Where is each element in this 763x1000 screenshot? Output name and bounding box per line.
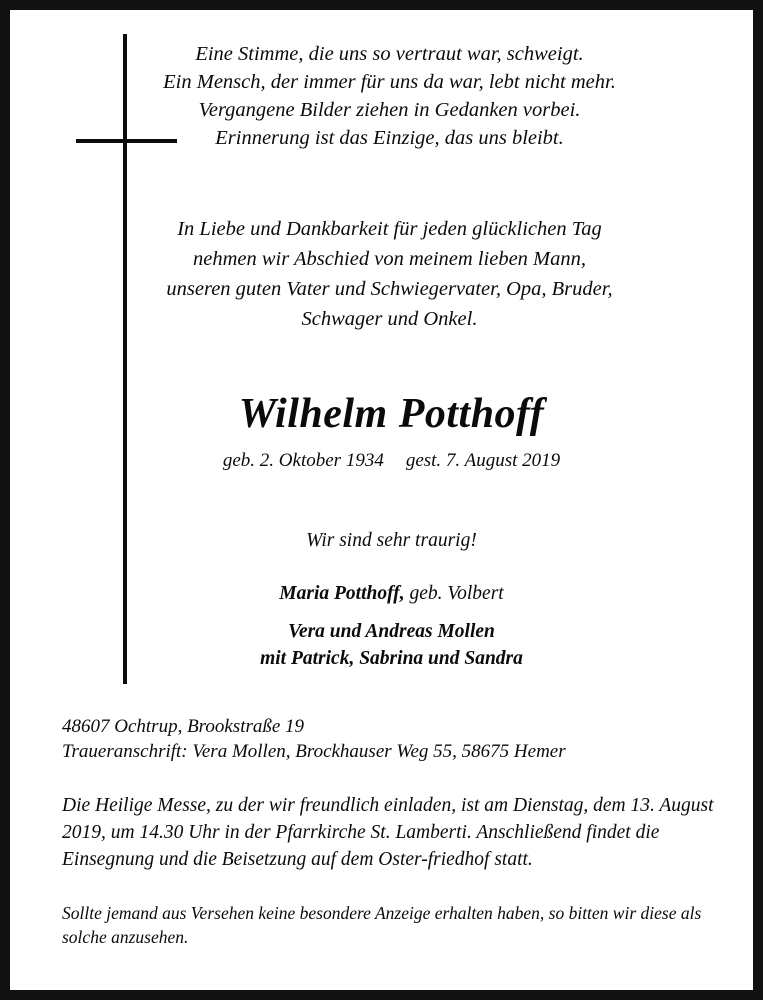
obituary-card [10,10,753,990]
dedication-block [10,214,753,334]
survivor-line-2: Vera und Andreas Mollen [288,621,495,642]
survivor-widow-maiden: geb. Volbert [404,583,504,604]
dedication-line-2: nehmen wir Abschied von meinem lieben Mann, [192,248,586,270]
dedication-line-4: Schwager und Onkel. [301,308,478,330]
service-details: Die Heilige Messe, zu der wir freundlich einladen, ist am Dienstag, dem 13. August 2019, um 14.30 Uhr in der Pfarrkirche St. Lamberti. Anschließend findet die Einsegnung und die Beisetzung auf dem Oster-friedhof statt. [62,795,714,870]
address-line-2: Traueranschrift: Vera Mollen, Brockhauser Weg 55, 58675 Hemer [62,741,566,762]
survivor-widow-name: Maria Potthoff, [279,583,405,604]
obituary-content [10,10,753,949]
closing-note: Sollte jemand aus Versehen keine besondere Anzeige erhalten haben, so bitten wir diese als solche anzusehen. [62,903,702,947]
survivors-block [10,580,753,672]
deceased-name: Wilhelm Potthoff [238,391,545,437]
birth-date: geb. 2. Oktober 1934 [222,450,384,471]
verse-line-4: Erinnerung ist das Einzige, das uns bleibt. [215,127,564,149]
verse-line-2: Ein Mensch, der immer für uns da war, lebt nicht mehr. [163,71,616,93]
address-line-1: 48607 Ochtrup, Brookstraße 19 [62,716,305,737]
mourning-intro: Wir sind sehr traurig! [306,530,477,551]
verse-line-3: Vergangene Bilder ziehen in Gedanken vorbei. [198,99,581,121]
survivor-line-3: mit Patrick, Sabrina und Sandra [260,648,523,669]
dedication-line-1: In Liebe und Dankbarkeit für jeden glücklichen Tag [177,218,602,240]
verse-block [10,40,753,152]
survivor-line-1 [70,580,713,607]
address-block [10,714,753,764]
dedication-line-3: unseren guten Vater und Schwiegervater, Opa, Bruder, [166,278,613,300]
verse-line-1: Eine Stimme, die uns so vertraut war, schweigt. [195,43,584,65]
death-date: gest. 7. August 2019 [405,450,561,471]
life-dates [10,450,753,472]
